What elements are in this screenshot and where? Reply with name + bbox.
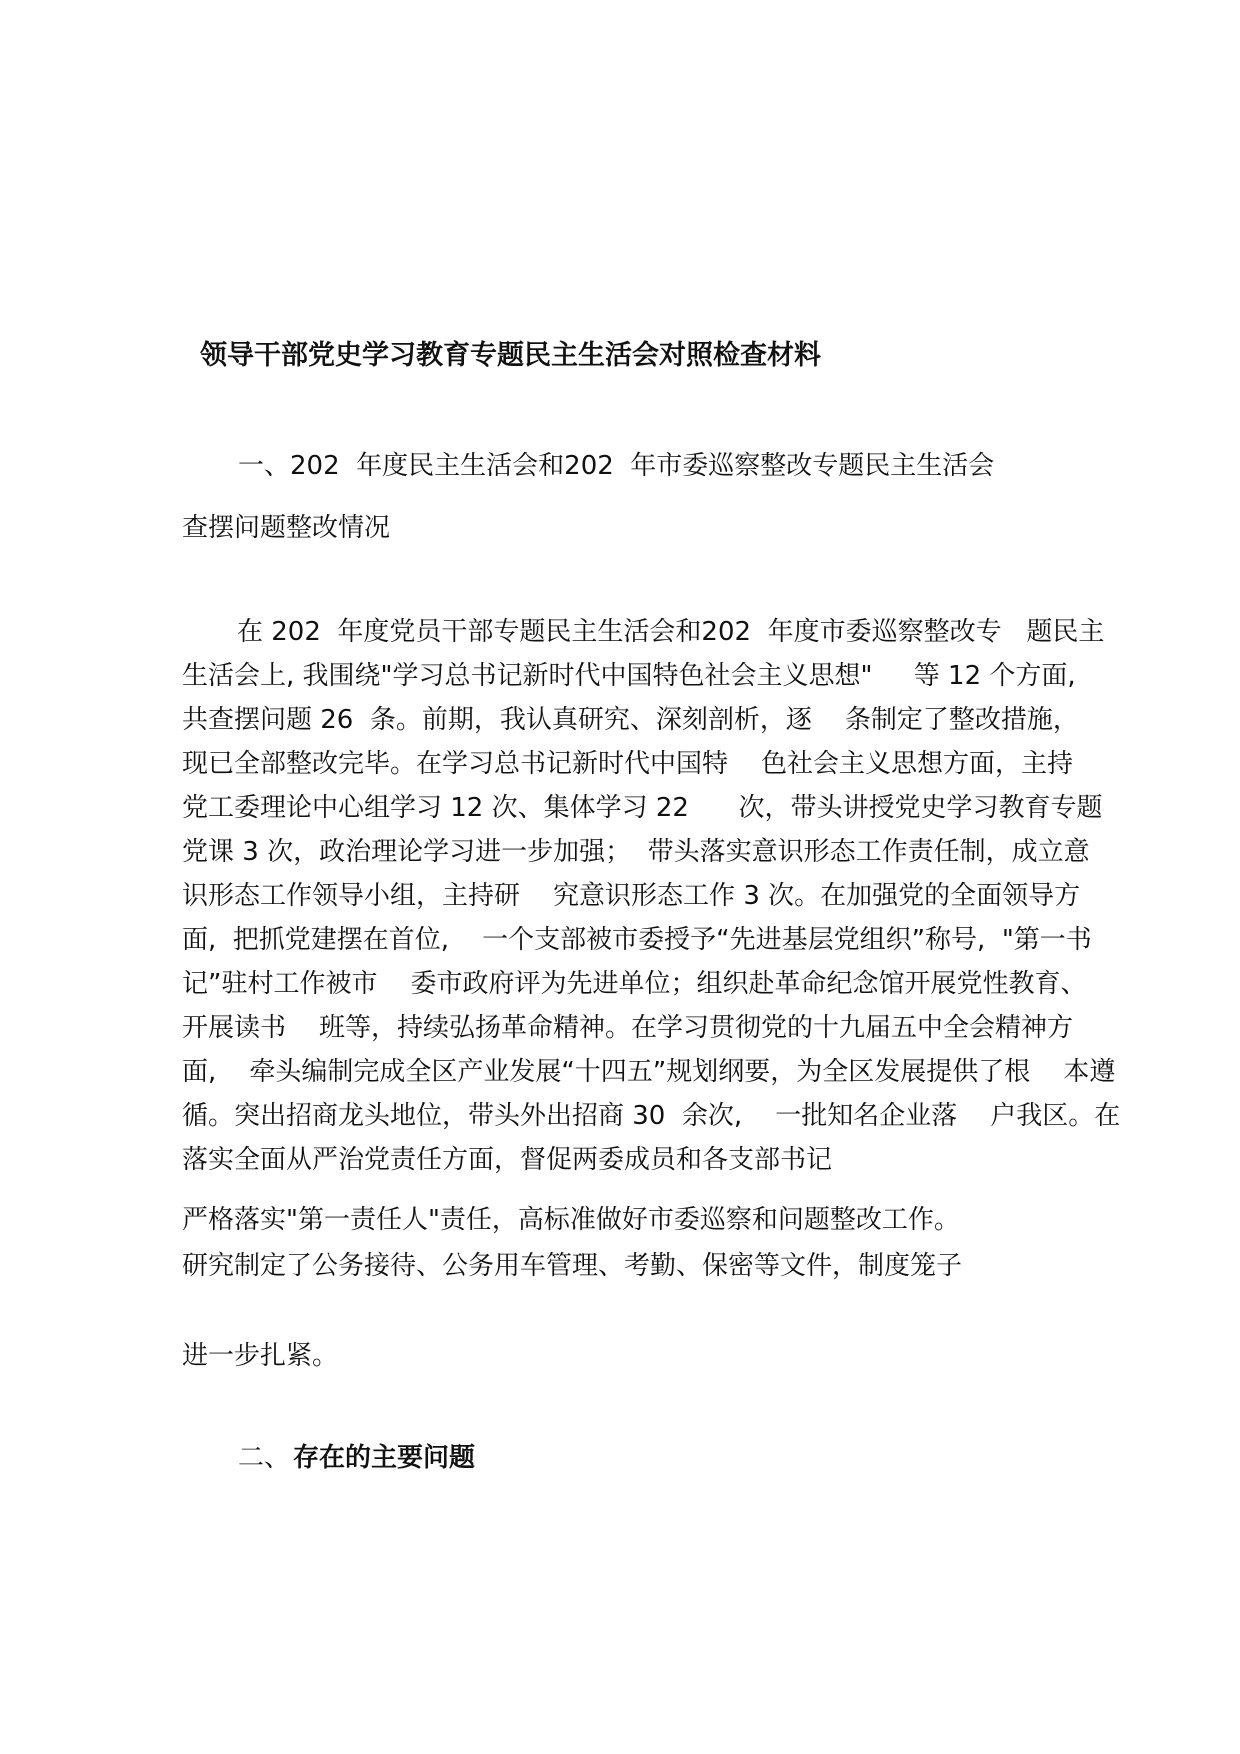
paragraph-line: 面, 把抓党建摆在首位, 一个支部被市委授予“先进基层党组织”称号, "第一书 [182,925,1092,955]
paragraph-line: 循。突出招商龙头地位，带头外出招商 30 余次, 一批知名企业落 户我区。在 [182,1101,1121,1131]
paragraph-line: 识形态工作领导小组，主持研 究意识形态工作 3 次。在加强党的全面领导方 [182,881,1081,911]
paragraph-line: 现已全部整改完毕。在学习总书记新时代中国特 色社会主义思想方面，主持 [182,749,1074,779]
paragraph-3: 进一步扎紧。 [182,1341,339,1371]
paragraph-line: 共查摆问题 26 条。前期，我认真研究、深刻剖析，逐 条制定了整改措施， [182,705,1079,735]
paragraph-line: 面, 牵头编制完成全区产业发展“十四五”规划纲要，为全区发展提供了根 本遵 [182,1057,1116,1087]
document-title: 领导干部党史学习教育专题民主生活会对照检查材料 [200,340,821,371]
paragraph-line: 党课 3 次，政治理论学习进一步加强； 带头落实意识形态工作责任制，成立意 [182,837,1090,867]
paragraph-line: 研究制定了公务接待、公务用车管理、考勤、保密等文件，制度笼子 [182,1251,963,1281]
paragraph-line: 落实全面从严治党责任方面，督促两委成员和各支部书记 [182,1145,833,1175]
paragraph-line: 在 202 年度党员干部专题民主生活会和202 年度市委巡察整改专 题民主 [237,617,1105,647]
paragraph-line: 党工委理论中心组学习 12 次、集体学习 22 次，带头讲授党史学习教育专题 [182,793,1103,823]
section-2-title: 存在的主要问题 [293,1443,476,1473]
paragraph-line: 严格落实"第一责任人"责任，高标准做好市委巡察和问题整改工作。 [182,1205,960,1235]
section-1-heading-line-1: 一、202 年度民主生活会和202 年市委巡察整改专题民主生活会 [238,451,995,481]
section-1-heading-line-2: 查摆问题整改情况 [182,513,391,543]
paragraph-line: 开展读书 班等，持续弘扬革命精神。在学习贯彻党的十九届五中全会精神方 [182,1013,1074,1043]
paragraph-line: 生活会上, 我围绕"学习总书记新时代中国特色社会主义思想" 等 12 个方面, [182,661,1076,691]
paragraph-line: 记”驻村工作被市 委市政府评为先进单位；组织赴革命纪念馆开展党性教育、 [182,969,1087,999]
section-2-number: 二、 [238,1443,291,1473]
